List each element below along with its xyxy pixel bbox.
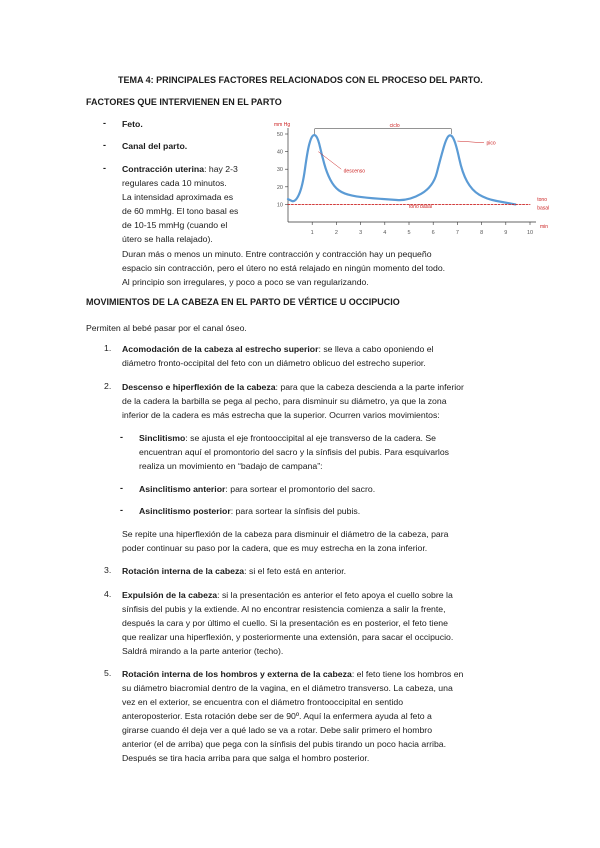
x-tick-label: 6 bbox=[431, 230, 435, 236]
text-line: que realizar una hiperflexión, y posteriormente una extensión, para sacar el occipucio. bbox=[122, 632, 454, 642]
annotation-pointer bbox=[318, 152, 341, 170]
text-line: : se ajusta el eje frontooccipital al eje transverso de la cadera. Se bbox=[185, 433, 436, 443]
text-line: inferior de la cadera es más estrecha que la superior. Ocurren varios movimientos: bbox=[122, 410, 440, 420]
x-tick-label: 4 bbox=[383, 230, 387, 236]
list-item-expulsion bbox=[122, 588, 453, 602]
text-line: regulares cada 10 minutos. bbox=[122, 178, 227, 188]
text-line: : si la presentación es anterior el feto apoya el cuello sobre la bbox=[217, 590, 453, 600]
chart-annotation: ciclo bbox=[389, 122, 400, 129]
uterine-contraction-chart bbox=[258, 112, 578, 250]
text-line: : el feto tiene los hombros en bbox=[351, 669, 464, 679]
x-tick-label: 2 bbox=[334, 230, 338, 236]
page-title: TEMA 4: PRINCIPALES FACTORES RELACIONADOS CON EL PROCESO DEL PARTO. bbox=[118, 75, 483, 85]
text-line: : hay 2-3 bbox=[204, 164, 238, 174]
chart-annotation: tono basal bbox=[409, 203, 433, 210]
list-marker: - bbox=[120, 505, 123, 515]
text-line: poder continuar su paso por la cadera, que es muy estrecha en la zona inferior. bbox=[122, 543, 428, 553]
list-item-rotacion-hombros bbox=[122, 667, 463, 681]
x-tick-label: 7 bbox=[455, 230, 459, 236]
item-number: 2. bbox=[104, 381, 112, 391]
text-line: de 60 mmHg. El tono basal es bbox=[122, 206, 239, 216]
list-marker: - bbox=[103, 118, 106, 128]
list-item-feto: Feto. bbox=[122, 119, 143, 129]
y-tick-label: 30 bbox=[276, 167, 283, 174]
text-line: : para sortear el promontorio del sacro. bbox=[225, 484, 376, 494]
pressure-series bbox=[288, 135, 515, 204]
term: Sinclitismo bbox=[139, 433, 186, 443]
term: Acomodación de la cabeza al estrecho superior bbox=[122, 344, 319, 354]
item-number: 4. bbox=[104, 589, 112, 599]
list-item-descenso bbox=[122, 380, 464, 394]
chart-annotation: basal bbox=[537, 205, 550, 212]
list-item-canal: Canal del parto. bbox=[122, 141, 188, 151]
text-line: encuentran aquí el promontorio del sacro y la sínfisis del pubis. Para esquivarlos bbox=[139, 447, 450, 457]
section-heading-movimientos: MOVIMIENTOS DE LA CABEZA EN EL PARTO DE VÉRTICE U OCCIPUCIO bbox=[86, 297, 400, 307]
x-tick-label: 1 bbox=[310, 230, 314, 236]
subitem-asinclitismo-posterior bbox=[139, 504, 360, 518]
subitem-sinclitismo bbox=[139, 431, 436, 445]
chart-annotation: pico bbox=[486, 140, 496, 147]
text-line: : se lleva a cabo oponiendo el bbox=[318, 344, 434, 354]
x-tick-label: 9 bbox=[504, 230, 508, 236]
text-line: Al principio son irregulares, y poco a poco se van regularizando. bbox=[122, 277, 369, 287]
text-line: sínfisis del pubis y la extiende. Al no encontrar resistencia comienza a salir la frente, bbox=[122, 604, 446, 614]
term: Asinclitismo anterior bbox=[139, 484, 226, 494]
text-line: de la cadera la barbilla se pega al pecho, para disminuir su diámetro, ya que la zona bbox=[122, 396, 447, 406]
text-line: : para que la cabeza descienda a la parte inferior bbox=[275, 382, 464, 392]
list-marker: - bbox=[103, 140, 106, 150]
text-line: : para sortear la sínfisis del pubis. bbox=[230, 506, 361, 516]
text-line: anteroposterior. Esta rotación debe ser de 90º. Aquí la enfermera ayuda al feto a bbox=[122, 711, 432, 721]
text-line: La intensidad aproximada es bbox=[122, 192, 234, 202]
list-marker: - bbox=[103, 163, 106, 173]
text-line: diámetro fronto-occipital del feto con un diámetro oblicuo del estrecho superior. bbox=[122, 358, 426, 368]
x-tick-label: 3 bbox=[359, 230, 363, 236]
term: Rotación interna de los hombros y externa de la cabeza bbox=[122, 669, 352, 679]
y-tick-label: 50 bbox=[276, 132, 283, 138]
term: Expulsión de la cabeza bbox=[122, 590, 218, 600]
y-axis-label: mm Hg bbox=[274, 122, 291, 128]
text-line: espacio sin contracción, pero el útero no está relajado en ningún momento del todo. bbox=[122, 263, 446, 273]
x-tick-label: 8 bbox=[480, 230, 484, 236]
text-line: de 10-15 mmHg (cuando el bbox=[122, 220, 228, 230]
text-line: útero se halla relajado). bbox=[122, 234, 213, 244]
text-line: después la cara y por último el cuello. Si la presentación es en posterior, el feto tiene bbox=[122, 618, 448, 628]
section-heading-factores: FACTORES QUE INTERVIENEN EN EL PARTO bbox=[86, 97, 282, 107]
text-line: su diámetro biacromial dentro de la vagina, en el diámetro transverso. La cabeza, una bbox=[122, 683, 453, 693]
y-tick-label: 20 bbox=[276, 184, 283, 191]
text-line: : si el feto está en anterior. bbox=[244, 566, 347, 576]
text-line: girarse cuando él deja ver a qué lado se va a rotar. Debe salir primero el hombro bbox=[122, 725, 433, 735]
term: Asinclitismo posterior bbox=[139, 506, 231, 516]
intro-text: Permiten al bebé pasar por el canal óseo. bbox=[86, 323, 247, 333]
term: Descenso e hiperflexión de la cabeza bbox=[122, 382, 276, 392]
y-tick-label: 10 bbox=[276, 202, 283, 209]
list-marker: - bbox=[120, 432, 123, 442]
term-contraccion: Contracción uterina bbox=[122, 164, 205, 174]
chart-annotation: tono bbox=[537, 196, 547, 203]
list-item-contraccion bbox=[122, 162, 238, 176]
term: Rotación interna de la cabeza bbox=[122, 566, 245, 576]
text-line: realiza un movimiento en “badajo de campana”: bbox=[139, 461, 323, 471]
chart-annotation: descenso bbox=[343, 168, 366, 175]
text-line: Saldrá mirando a la parte anterior (techo). bbox=[122, 646, 284, 656]
text-line: Se repite una hiperflexión de la cabeza para disminuir el diámetro de la cabeza, para bbox=[122, 529, 449, 539]
text-line: anterior (el de arriba) que pega con la sínfisis del pubis tirando un poco hacia arriba. bbox=[122, 739, 447, 749]
x-tick-label: 10 bbox=[526, 230, 534, 236]
text-line: vez en el exterior, se encuentra con el diámetro frontooccipital en sentido bbox=[122, 697, 404, 707]
annotation-pointer bbox=[457, 141, 484, 143]
y-tick-label: 40 bbox=[276, 149, 283, 156]
list-marker: - bbox=[120, 483, 123, 493]
x-axis-label: min bbox=[540, 224, 549, 230]
text-line: Después se tira hacia arriba para que salga el hombro posterior. bbox=[122, 753, 370, 763]
item-number: 1. bbox=[104, 343, 112, 353]
x-tick-label: 5 bbox=[407, 230, 411, 236]
item-number: 3. bbox=[104, 565, 112, 575]
subitem-asinclitismo-anterior bbox=[139, 482, 375, 496]
list-item-acomodacion bbox=[122, 342, 433, 356]
item-number: 5. bbox=[104, 668, 112, 678]
list-item-rotacion-cabeza bbox=[122, 564, 346, 578]
text-line: Duran más o menos un minuto. Entre contracción y contracción hay un pequeño bbox=[122, 249, 432, 259]
